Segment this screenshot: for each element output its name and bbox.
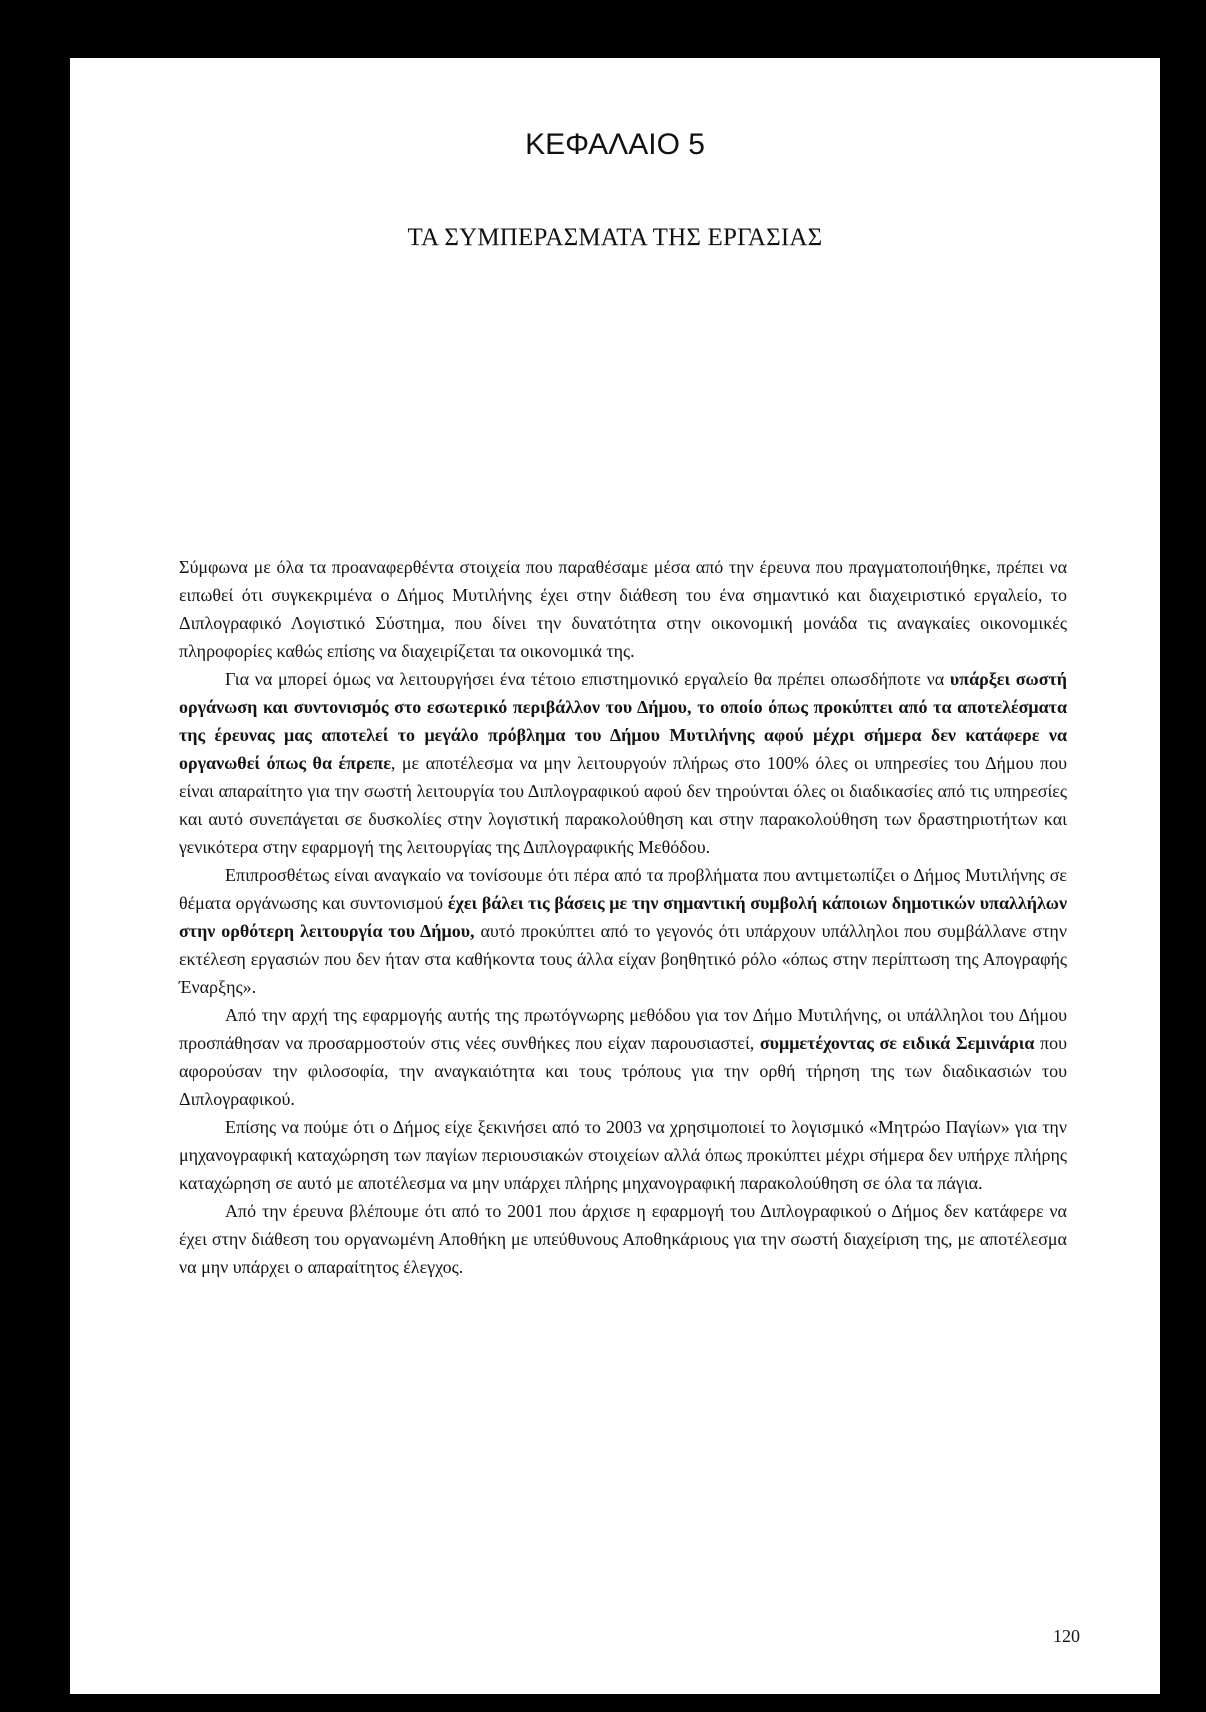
chapter-label: ΚΕΦΑΛΑΙΟ 5 (525, 128, 705, 161)
paragraph-4 (179, 1001, 1067, 1113)
paragraph-3-text-end: αυτό προκύπτει από το γεγονός ότι υπάρχουν υπάλληλοι που συμβάλλανε στην εκτέλεση εργασιών που δεν ήταν στα καθήκοντα τους άλλα είχαν βοηθητικό ρόλο «όπως στην περίπτωση της Απογραφής Έναρξης». (179, 921, 1067, 997)
paragraph-2-text: Για να μπορεί όμως να λειτουργήσει ένα τέτοιο επιστημονικό εργαλείο θα πρέπει οπωσδήποτε να (225, 669, 950, 689)
paragraph-4-text: Από την αρχή της εφαρμογής αυτής της πρωτόγνωρης μεθόδου για τον Δήμο Μυτιλήνης, οι υπάλληλοι του Δήμου προσπάθησαν να προσαρμοστούν στις νέες συνθήκες που είχαν παρουσιαστεί, (179, 1005, 1067, 1053)
paragraph-2-text-end: , με αποτέλεσμα να μην λειτουργούν πλήρως στο 100% όλες οι υπηρεσίες του Δήμου που είναι απαραίτητο για την σωστή λειτουργία του Διπλογραφικού αφού δεν τηρούνται όλες οι διαδικασίες από τις υπηρεσίες και αυτό συνεπάγεται σε δυσκολίες στην λογιστική παρακολούθηση και στην παρακολούθηση των δραστηριοτήτων και γενικότερα στην εφαρμογή της λειτουργίας της Διπλογραφικής Μεθόδου. (179, 753, 1067, 857)
paragraph-6: Από την έρευνα βλέπουμε ότι από το 2001 που άρχισε η εφαρμογή του Διπλογραφικού ο Δήμος δεν κατάφερε να έχει στην διάθεση του οργανωμένη Αποθήκη με υπεύθυνους Αποθηκάριους για την σωστή διαχείριση της, με αποτέλεσμα να μην υπάρχει ο απαραίτητος έλεγχος. (179, 1201, 1067, 1277)
chapter-title: ΤΑ ΣΥΜΠΕΡΑΣΜΑΤΑ ΤΗΣ ΕΡΓΑΣΙΑΣ (407, 224, 823, 251)
paragraph-3 (179, 861, 1067, 1001)
paragraph-4-bold: συμμετέχοντας σε ειδικά Σεμινάρια (759, 1033, 1035, 1053)
paragraph-2 (179, 665, 1067, 861)
paragraph-5: Επίσης να πούμε ότι ο Δήμος είχε ξεκινήσει από το 2003 να χρησιμοποιεί το λογισμικό «Μητρώο Παγίων» για την μηχανογραφική καταχώρηση των παγίων περιουσιακών στοιχείων αλλά όπως προκύπτει μέχρι σήμερα δεν υπήρχε πλήρης καταχώρηση σε αυτό με αποτέλεσμα να μην υπάρχει πλήρης μηχανογραφική παρακολούθηση σε όλα τα πάγια. (179, 1117, 1067, 1193)
body-text (179, 553, 1067, 1281)
paragraph-2-bold: υπάρξει σωστή οργάνωση και συντονισμός στο εσωτερικό περιβάλλον του Δήμου, το οποίο όπως προκύπτει από τα αποτελέσματα της έρευνας μας αποτελεί το μεγάλο πρόβλημα του Δήμου Μυτιλήνης αφού μέχρι σήμερα δεν κατάφερε να οργανωθεί όπως θα έπρεπε (179, 669, 1067, 773)
page-number: 120 (1053, 1626, 1080, 1646)
paragraph-3-bold: έχει βάλει τις βάσεις με την σημαντική συμβολή κάποιων δημοτικών υπαλλήλων στην ορθότερη λειτουργία του Δήμου, (179, 893, 1067, 941)
paragraph-4-text-end: που αφορούσαν την φιλοσοφία, την αναγκαιότητα και τους τρόπους για την ορθή τήρηση της των διαδικασιών του Διπλογραφικού. (179, 1033, 1068, 1109)
paragraph-1: Σύμφωνα με όλα τα προαναφερθέντα στοιχεία που παραθέσαμε μέσα από την έρευνα που πραγματοποιήθηκε, πρέπει να ειπωθεί ότι συγκεκριμένα ο Δήμος Μυτιλήνης έχει στην διάθεση του ένα σημαντικό και διαχειριστικό εργαλείο, το Διπλογραφικό Λογιστικό Σύστημα, που δίνει την δυνατότητα στην οικονομική μονάδα τις αναγκαίες οικονομικές πληροφορίες καθώς επίσης να διαχειρίζεται τα οικονομικά της. (179, 557, 1067, 661)
paragraph-3-text: Επιπροσθέτως είναι αναγκαίο να τονίσουμε ότι πέρα από τα προβλήματα που αντιμετωπίζει ο Δήμος Μυτιλήνης σε θέματα οργάνωσης και συντονισμού (179, 865, 1067, 913)
